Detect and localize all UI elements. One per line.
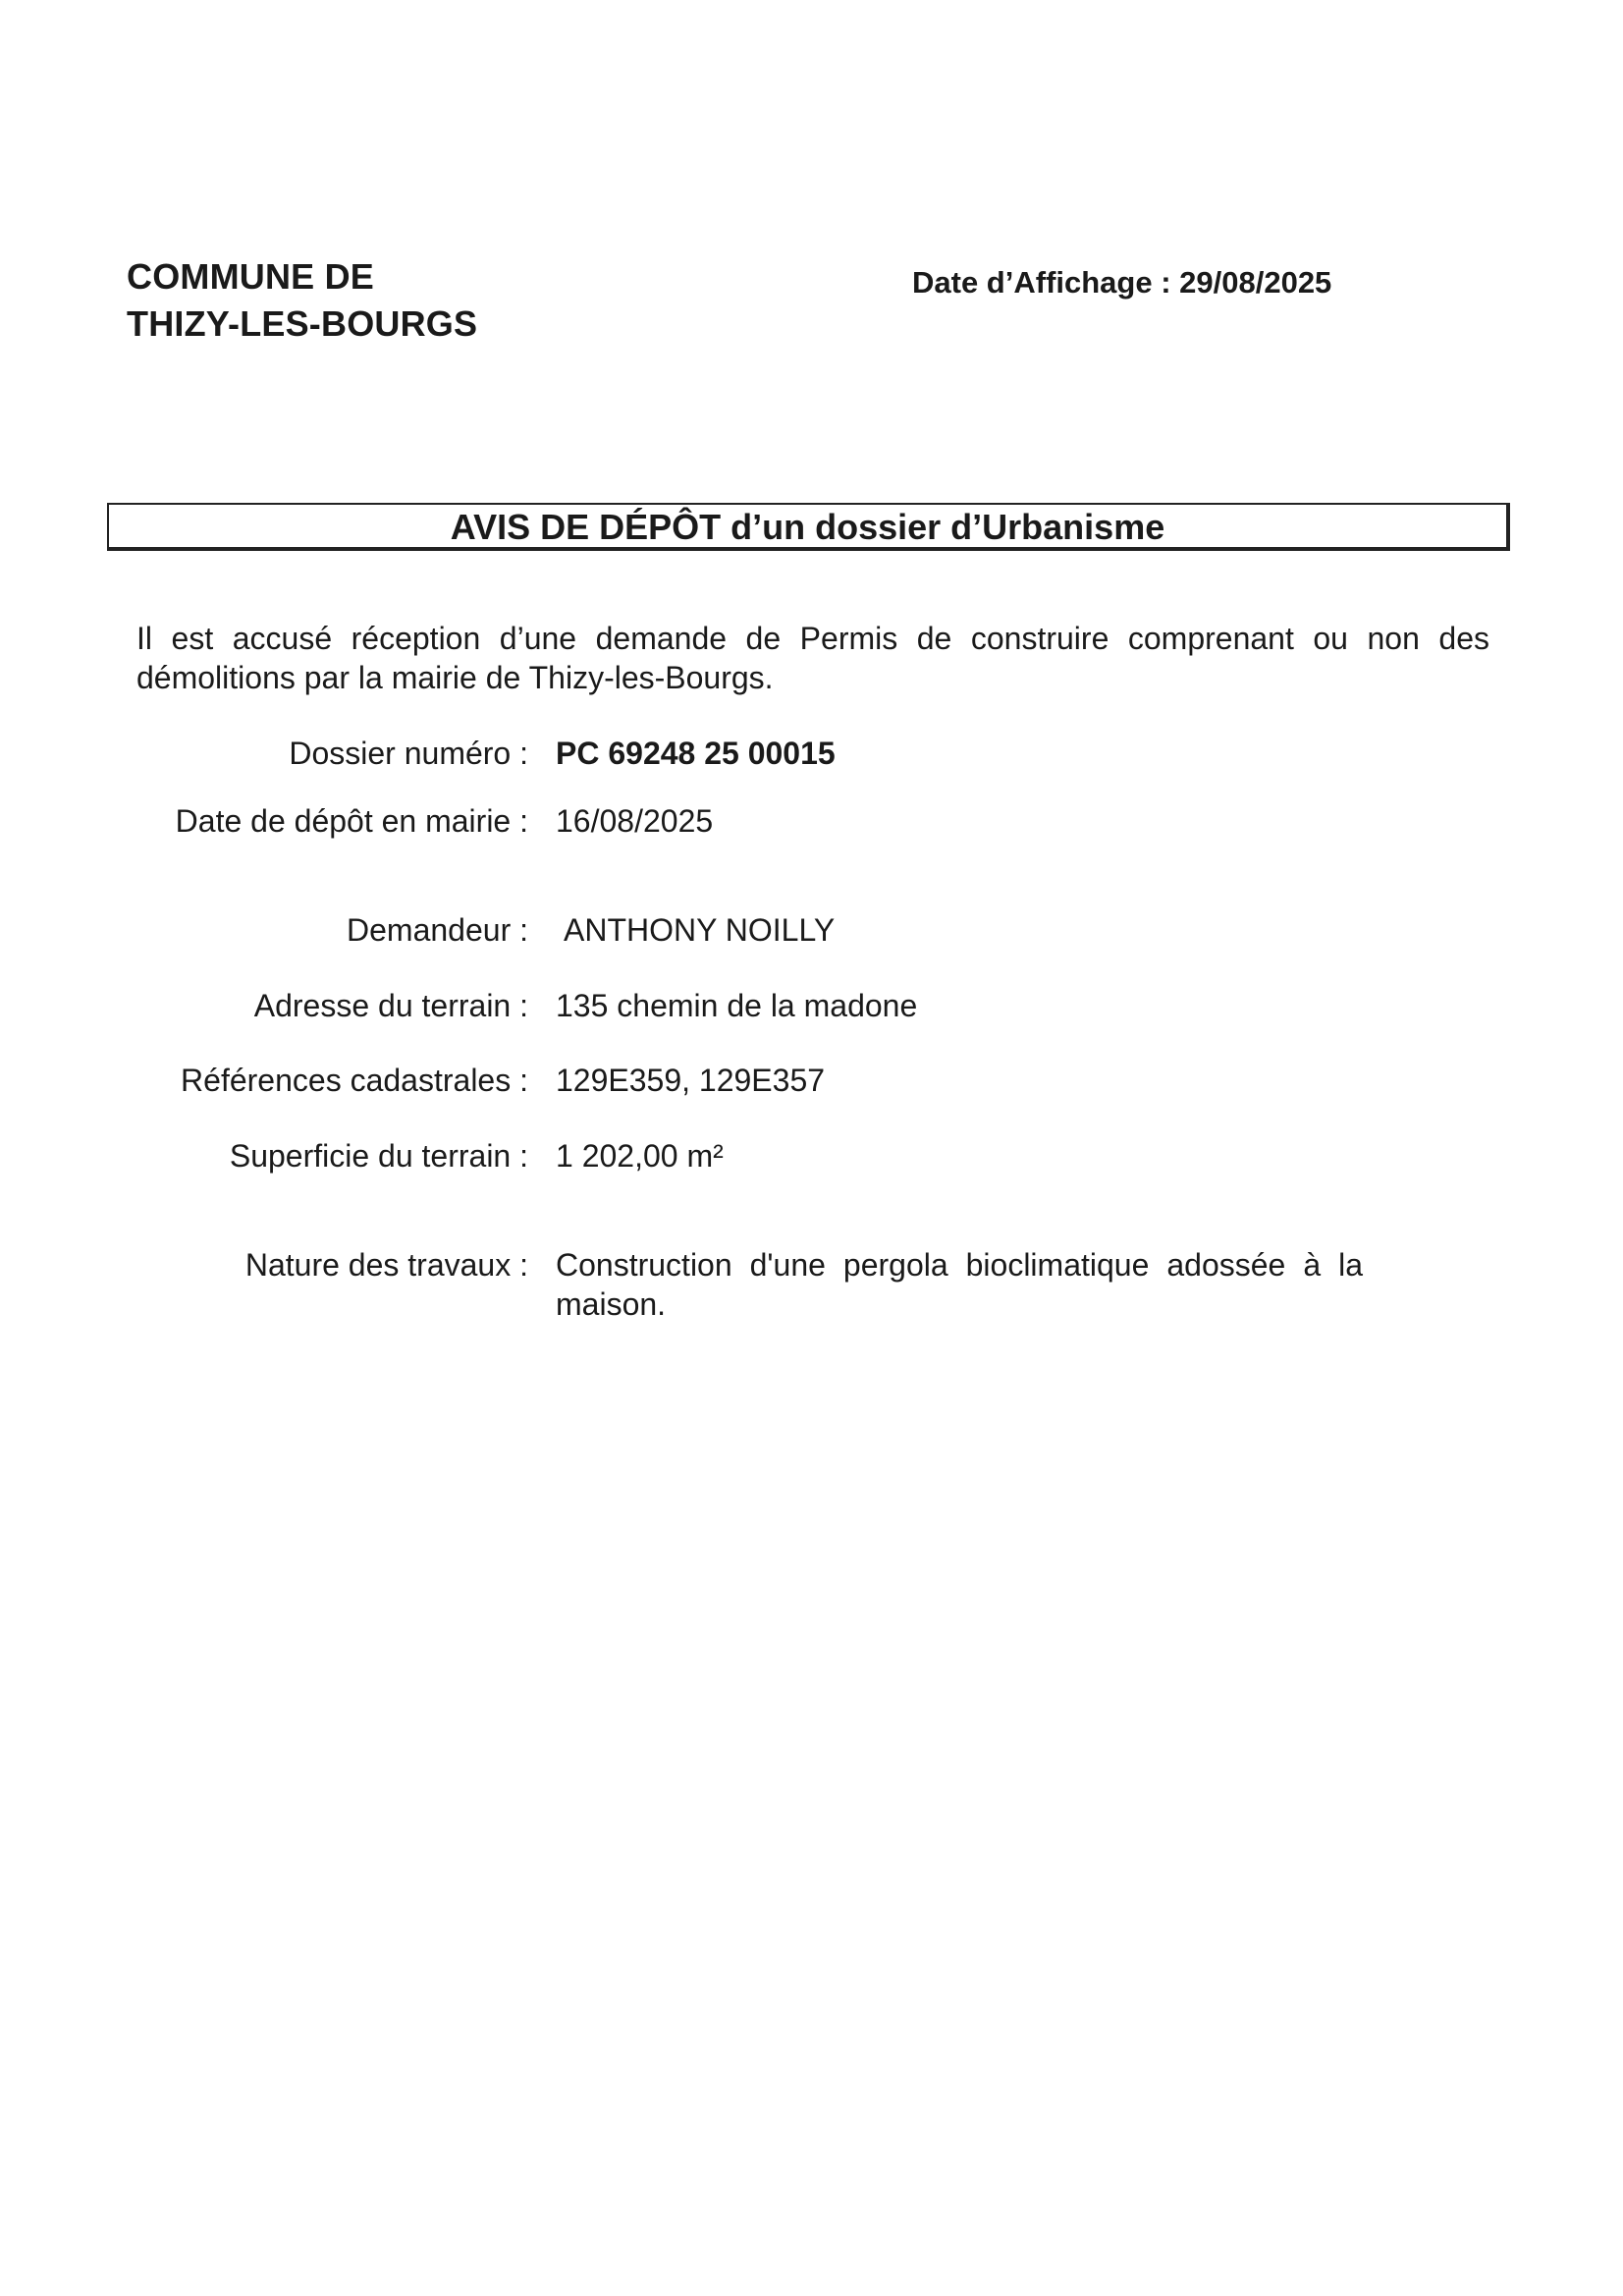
field-superficie-label: Superficie du terrain : bbox=[229, 1138, 528, 1174]
document-title: AVIS DE DÉPÔT d’un dossier d’Urbanisme bbox=[450, 507, 1165, 547]
field-adresse-value: 135 chemin de la madone bbox=[556, 988, 918, 1023]
intro-paragraph: Il est accusé réception d’une demande de Permis de construire comprenant ou non des démolitions par la mairie de Thizy-les-Bourgs. bbox=[136, 621, 1489, 695]
field-demandeur-value: ANTHONY NOILLY bbox=[564, 912, 836, 948]
field-dossier-label: Dossier numéro : bbox=[289, 736, 528, 771]
field-adresse-label: Adresse du terrain : bbox=[253, 988, 528, 1023]
title-box bbox=[107, 503, 1510, 551]
date-affichage: Date d’Affichage : 29/08/2025 bbox=[912, 265, 1332, 300]
field-date-depot-label: Date de dépôt en mairie : bbox=[175, 803, 528, 839]
field-date-depot-value: 16/08/2025 bbox=[556, 803, 714, 839]
field-references-label: Références cadastrales : bbox=[181, 1063, 528, 1098]
field-nature-label: Nature des travaux : bbox=[244, 1247, 528, 1283]
field-nature-value: Construction d'une pergola bioclimatique adossée à la maison. bbox=[556, 1247, 1363, 1322]
field-superficie-value: 1 202,00 m² bbox=[556, 1138, 724, 1174]
field-demandeur-label: Demandeur : bbox=[347, 912, 528, 948]
field-dossier-value: PC 69248 25 00015 bbox=[556, 736, 836, 771]
commune-line-1: COMMUNE DE bbox=[127, 256, 374, 297]
field-references-value: 129E359, 129E357 bbox=[556, 1063, 826, 1098]
commune-line-2: THIZY-LES-BOURGS bbox=[127, 303, 478, 344]
commune-name bbox=[127, 253, 477, 348]
